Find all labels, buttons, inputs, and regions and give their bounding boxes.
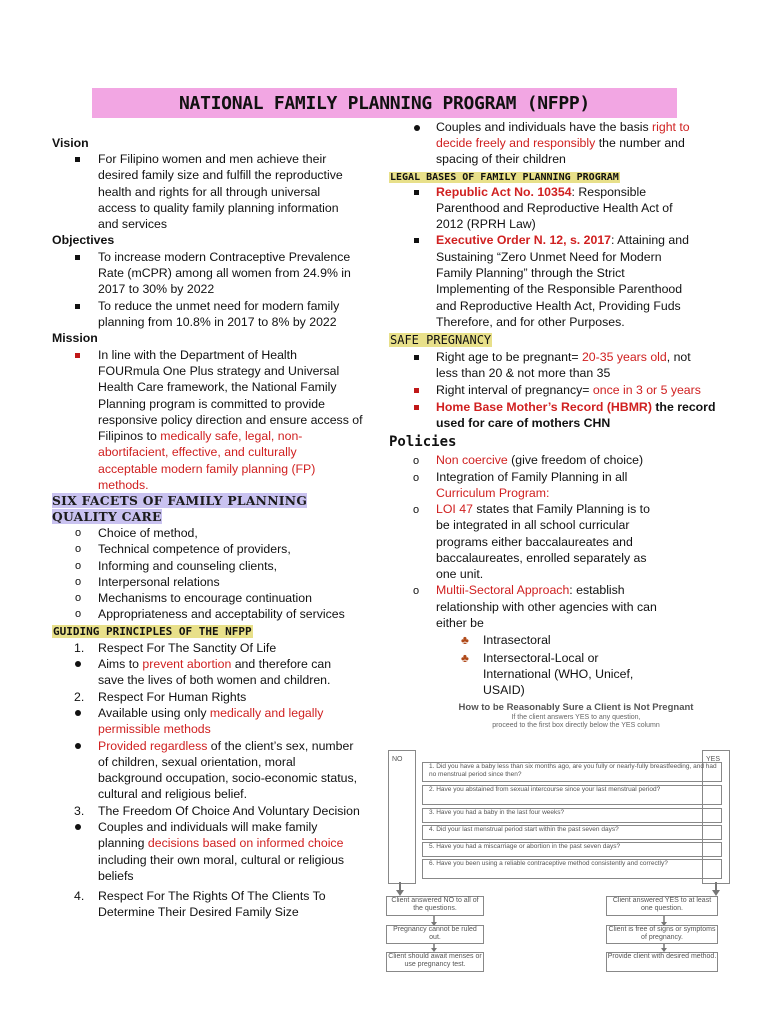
list-number: 1. xyxy=(74,641,85,655)
highlight: Non coercive xyxy=(436,453,508,467)
vision-line: desired family size and fulfill the reproductive xyxy=(98,168,343,182)
policy-line: Integration of Family Planning in all xyxy=(436,470,628,484)
principle-detail: including their own moral, cultural or religious xyxy=(98,853,345,867)
bullet xyxy=(75,255,80,260)
highlight: right to xyxy=(652,120,690,134)
principle-detail xyxy=(98,705,323,721)
yes-label: YES xyxy=(706,756,721,763)
objective-line: To increase modern Contraceptive Prevalence xyxy=(98,250,351,264)
objective-line: Rate (mCPR) among all women from 24.9% in xyxy=(98,266,351,280)
sector-item: USAID) xyxy=(483,683,525,697)
question-4: 4. Did your last menstrual period start within the past seven days? xyxy=(422,825,722,840)
principle-detail: beliefs xyxy=(98,869,134,883)
policy-line: Curriculum Program: xyxy=(436,486,550,500)
question-3: 3. Have you had a baby in the last four weeks? xyxy=(422,808,722,823)
six-facets-heading2 xyxy=(52,509,162,525)
policy-line: one unit. xyxy=(436,567,484,581)
question-1: 1. Did you have a baby less than six months ago, are you fully or nearly-fully breastfeeding, and had no menstrual period since then? xyxy=(422,762,722,782)
circle-bullet: o xyxy=(413,504,420,516)
highlight: LOI 47 xyxy=(436,502,473,516)
bullet xyxy=(75,743,81,749)
vision-line: For Filipino women and men achieve their xyxy=(98,152,327,166)
flow-box-no-2: Pregnancy cannot be ruled out. xyxy=(386,925,484,944)
legal-line: and Reproductive Health Act, Providing Fuds xyxy=(436,299,681,313)
bullet xyxy=(75,304,80,309)
safe-heading xyxy=(389,332,492,348)
text: the record xyxy=(651,400,716,414)
circle-bullet: o xyxy=(413,455,420,467)
policy-line: programs either baccalaureates and xyxy=(436,535,633,549)
sector-item: Intrasectoral xyxy=(483,633,551,647)
facet-item: Appropriateness and acceptability of services xyxy=(98,607,345,621)
circle-bullet: o xyxy=(75,576,82,588)
text: and therefore can xyxy=(231,657,332,671)
mission-line: responsive policy direction and ensure access of xyxy=(98,413,363,427)
principle: Respect For Human Rights xyxy=(98,690,247,704)
legal-line xyxy=(436,184,646,200)
circle-bullet: o xyxy=(413,472,420,484)
policy-line xyxy=(436,452,643,468)
facet-item: Choice of method, xyxy=(98,526,198,540)
principle: Respect For The Sanctity Of Life xyxy=(98,641,277,655)
flow-box-no-1: Client answered NO to all of the questions. xyxy=(386,896,484,916)
mission-line: Planning program is committed to provide xyxy=(98,397,325,411)
flowchart-subtitle: If the client answers YES to any question, xyxy=(511,714,641,721)
circle-bullet: o xyxy=(75,592,82,604)
right-line: spacing of their children xyxy=(436,152,566,166)
text: (give freedom of choice) xyxy=(507,453,644,467)
mission-line: FOURmula One Plus strategy and Universal xyxy=(98,364,340,378)
facet-item: Technical competence of providers, xyxy=(98,542,291,556)
circle-bullet: o xyxy=(413,585,420,597)
flow-box-yes-1: Client answered YES to at least one question. xyxy=(606,896,718,916)
objective-line: planning from 10.8% in 2017 to 8% by 2022 xyxy=(98,315,337,329)
facet-item: Mechanisms to encourage continuation xyxy=(98,591,312,605)
bullet xyxy=(75,710,81,716)
text: : establish xyxy=(569,583,625,597)
safe-line: used for care of mothers CHN xyxy=(436,416,611,430)
highlight: Home Base Mother’s Record (HBMR) xyxy=(436,400,652,414)
mission-line: acceptable modern family planning (FP) xyxy=(98,462,316,476)
guiding-heading xyxy=(52,623,253,640)
mission-line: methods. xyxy=(98,478,149,492)
highlight: Executive Order N. 12, s. 2017 xyxy=(436,233,611,247)
objective-line: To reduce the unmet need for modern family xyxy=(98,299,340,313)
text: Couples and individuals have the basis xyxy=(436,120,653,134)
legal-line xyxy=(436,232,689,248)
safe-line xyxy=(436,382,701,398)
no-label: NO xyxy=(392,756,403,763)
vision-heading: Vision xyxy=(52,136,89,150)
objectives-heading: Objectives xyxy=(52,233,115,247)
highlight: medically and legally xyxy=(209,706,324,720)
sector-item: Intersectoral-Local or xyxy=(483,651,599,665)
highlight: Republic Act No. 10354 xyxy=(436,185,572,199)
principle-detail: background occupation, socio-economic status, xyxy=(98,771,358,785)
text: Available using only xyxy=(98,706,210,720)
text: : Attaining and xyxy=(611,233,689,247)
text: Aims to xyxy=(98,657,143,671)
principle-detail xyxy=(98,656,331,672)
text: Right interval of pregnancy= xyxy=(436,383,593,397)
six-facets-heading-line2: QUALITY CARE xyxy=(52,509,162,524)
bullet xyxy=(75,353,80,358)
safe-line xyxy=(436,349,691,365)
policy-line: be integrated in all school curricular xyxy=(436,518,630,532)
bullet xyxy=(75,824,81,830)
legal-line: Family Planning” through the Strict xyxy=(436,266,625,280)
facet-item: Interpersonal relations xyxy=(98,575,220,589)
mission-text: Filipinos to xyxy=(98,429,161,443)
principle-detail xyxy=(98,738,353,754)
flow-box-yes-2: Client is free of signs or symptoms of pregnancy. xyxy=(606,925,718,944)
vision-line: and services xyxy=(98,217,168,231)
legal-line: Parenthood and Reproductive Health Act of xyxy=(436,201,673,215)
policy-line: relationship with other agencies with can xyxy=(436,600,657,614)
text: : Responsible xyxy=(571,185,647,199)
principle-detail xyxy=(98,835,343,851)
text: the number and xyxy=(595,136,685,150)
highlight: decisions based on informed choice xyxy=(147,836,344,850)
page-title: NATIONAL FAMILY PLANNING PROGRAM (NFPP) xyxy=(92,88,677,118)
text: of the client’s sex, number xyxy=(207,739,354,753)
legal-line: 2012 (RPRH Law) xyxy=(436,217,536,231)
safe-heading-text: SAFE PREGNANCY xyxy=(390,333,492,347)
flow-box-yes-3: Provide client with desired method. xyxy=(606,952,718,972)
policies-heading: Policies xyxy=(389,434,457,450)
principle: Determine Their Desired Family Size xyxy=(98,905,299,919)
text: Right age to be pregnant= xyxy=(436,350,582,364)
six-facets-heading-line1: SIX FACETS OF FAMILY PLANNING xyxy=(52,493,308,508)
flow-box-no-3: Client should await menses or use pregnancy test. xyxy=(386,952,484,972)
question-6: 6. Have you been using a reliable contraceptive method consistently and correctly? xyxy=(422,859,722,879)
legal-line: Sustaining “Zero Unmet Need for Modern xyxy=(436,250,662,264)
policy-line: either be xyxy=(436,616,484,630)
right-line xyxy=(436,135,685,151)
policy-line xyxy=(436,501,650,517)
bullet xyxy=(414,388,419,393)
question-5: 5. Have you had a miscarriage or abortion in the past seven days? xyxy=(422,842,722,857)
sector-item: International (WHO, Unicef, xyxy=(483,667,634,681)
mission-line xyxy=(98,428,302,444)
mission-line: In line with the Department of Health xyxy=(98,348,297,362)
pregnancy-flowchart xyxy=(384,700,768,1000)
mission-heading: Mission xyxy=(52,331,98,345)
circle-bullet: o xyxy=(75,527,82,539)
six-facets-heading xyxy=(52,493,307,509)
bullet xyxy=(414,355,419,360)
objective-line: 2017 to 30% by 2022 xyxy=(98,282,215,296)
bullet xyxy=(414,405,419,410)
legal-heading-text: LEGAL BASES OF FAMILY PLANNING PROGRAM xyxy=(390,172,619,183)
principle-detail: of children, sexual orientation, moral xyxy=(98,755,296,769)
list-number: 2. xyxy=(74,690,85,704)
right-line xyxy=(436,119,690,135)
safe-line: less than 20 & not more than 35 xyxy=(436,366,611,380)
vision-line: health and rights for all through universal xyxy=(98,185,321,199)
principle: Respect For The Rights Of The Clients To xyxy=(98,889,326,903)
vision-line: access to quality family planning information xyxy=(98,201,339,215)
facet-item: Informing and counseling clients, xyxy=(98,559,278,573)
circle-bullet: o xyxy=(75,608,82,620)
flowchart-subtitle: proceed to the first box directly below the YES column xyxy=(492,722,660,729)
club-bullet-icon: ♣ xyxy=(461,651,469,665)
list-number: 3. xyxy=(74,804,85,818)
principle-detail: save the lives of both women and children. xyxy=(98,673,331,687)
mission-highlight: medically safe, legal, non- xyxy=(160,429,303,443)
highlight: 20-35 years old xyxy=(581,350,667,364)
highlight: Multii-Sectoral Approach xyxy=(436,583,570,597)
guiding-heading-text: GUIDING PRINCIPLES OF THE NFPP xyxy=(53,625,252,638)
flowchart-title: How to be Reasonably Sure a Client is Not Pregnant xyxy=(458,702,694,713)
safe-line xyxy=(436,399,715,415)
text: planning xyxy=(98,836,148,850)
bullet xyxy=(75,661,81,667)
highlight: decide freely and responsibly xyxy=(436,136,596,150)
principle-detail: permissible methods xyxy=(98,722,211,736)
circle-bullet: o xyxy=(75,543,82,555)
mission-line: Health Care framework, the National Family xyxy=(98,380,337,394)
legal-line: Implementing of the Responsible Parenthood xyxy=(436,282,683,296)
legal-line: Therefore, and for other Purposes. xyxy=(436,315,625,329)
highlight: prevent abortion xyxy=(142,657,232,671)
mission-line: abortifacient, effective, and culturally xyxy=(98,445,297,459)
question-2: 2. Have you abstained from sexual intercourse since your last menstrual period? xyxy=(422,785,722,805)
bullet xyxy=(414,238,419,243)
text: states that Family Planning is to xyxy=(472,502,650,516)
bullet xyxy=(414,190,419,195)
club-bullet-icon: ♣ xyxy=(461,633,469,647)
principle: The Freedom Of Choice And Voluntary Decision xyxy=(98,804,360,818)
principle-detail: cultural and religious belief. xyxy=(98,787,248,801)
highlight: Provided regardless xyxy=(98,739,208,753)
bullet xyxy=(75,157,80,162)
highlight: once in 3 or 5 years xyxy=(592,383,701,397)
circle-bullet: o xyxy=(75,560,82,572)
bullet xyxy=(414,125,420,131)
text: , not xyxy=(666,350,691,364)
policy-line xyxy=(436,582,625,598)
policy-line: baccalaureates, enrolled separately as xyxy=(436,551,647,565)
list-number: 4. xyxy=(74,889,85,903)
principle-detail: Couples and individuals will make family xyxy=(98,820,318,834)
